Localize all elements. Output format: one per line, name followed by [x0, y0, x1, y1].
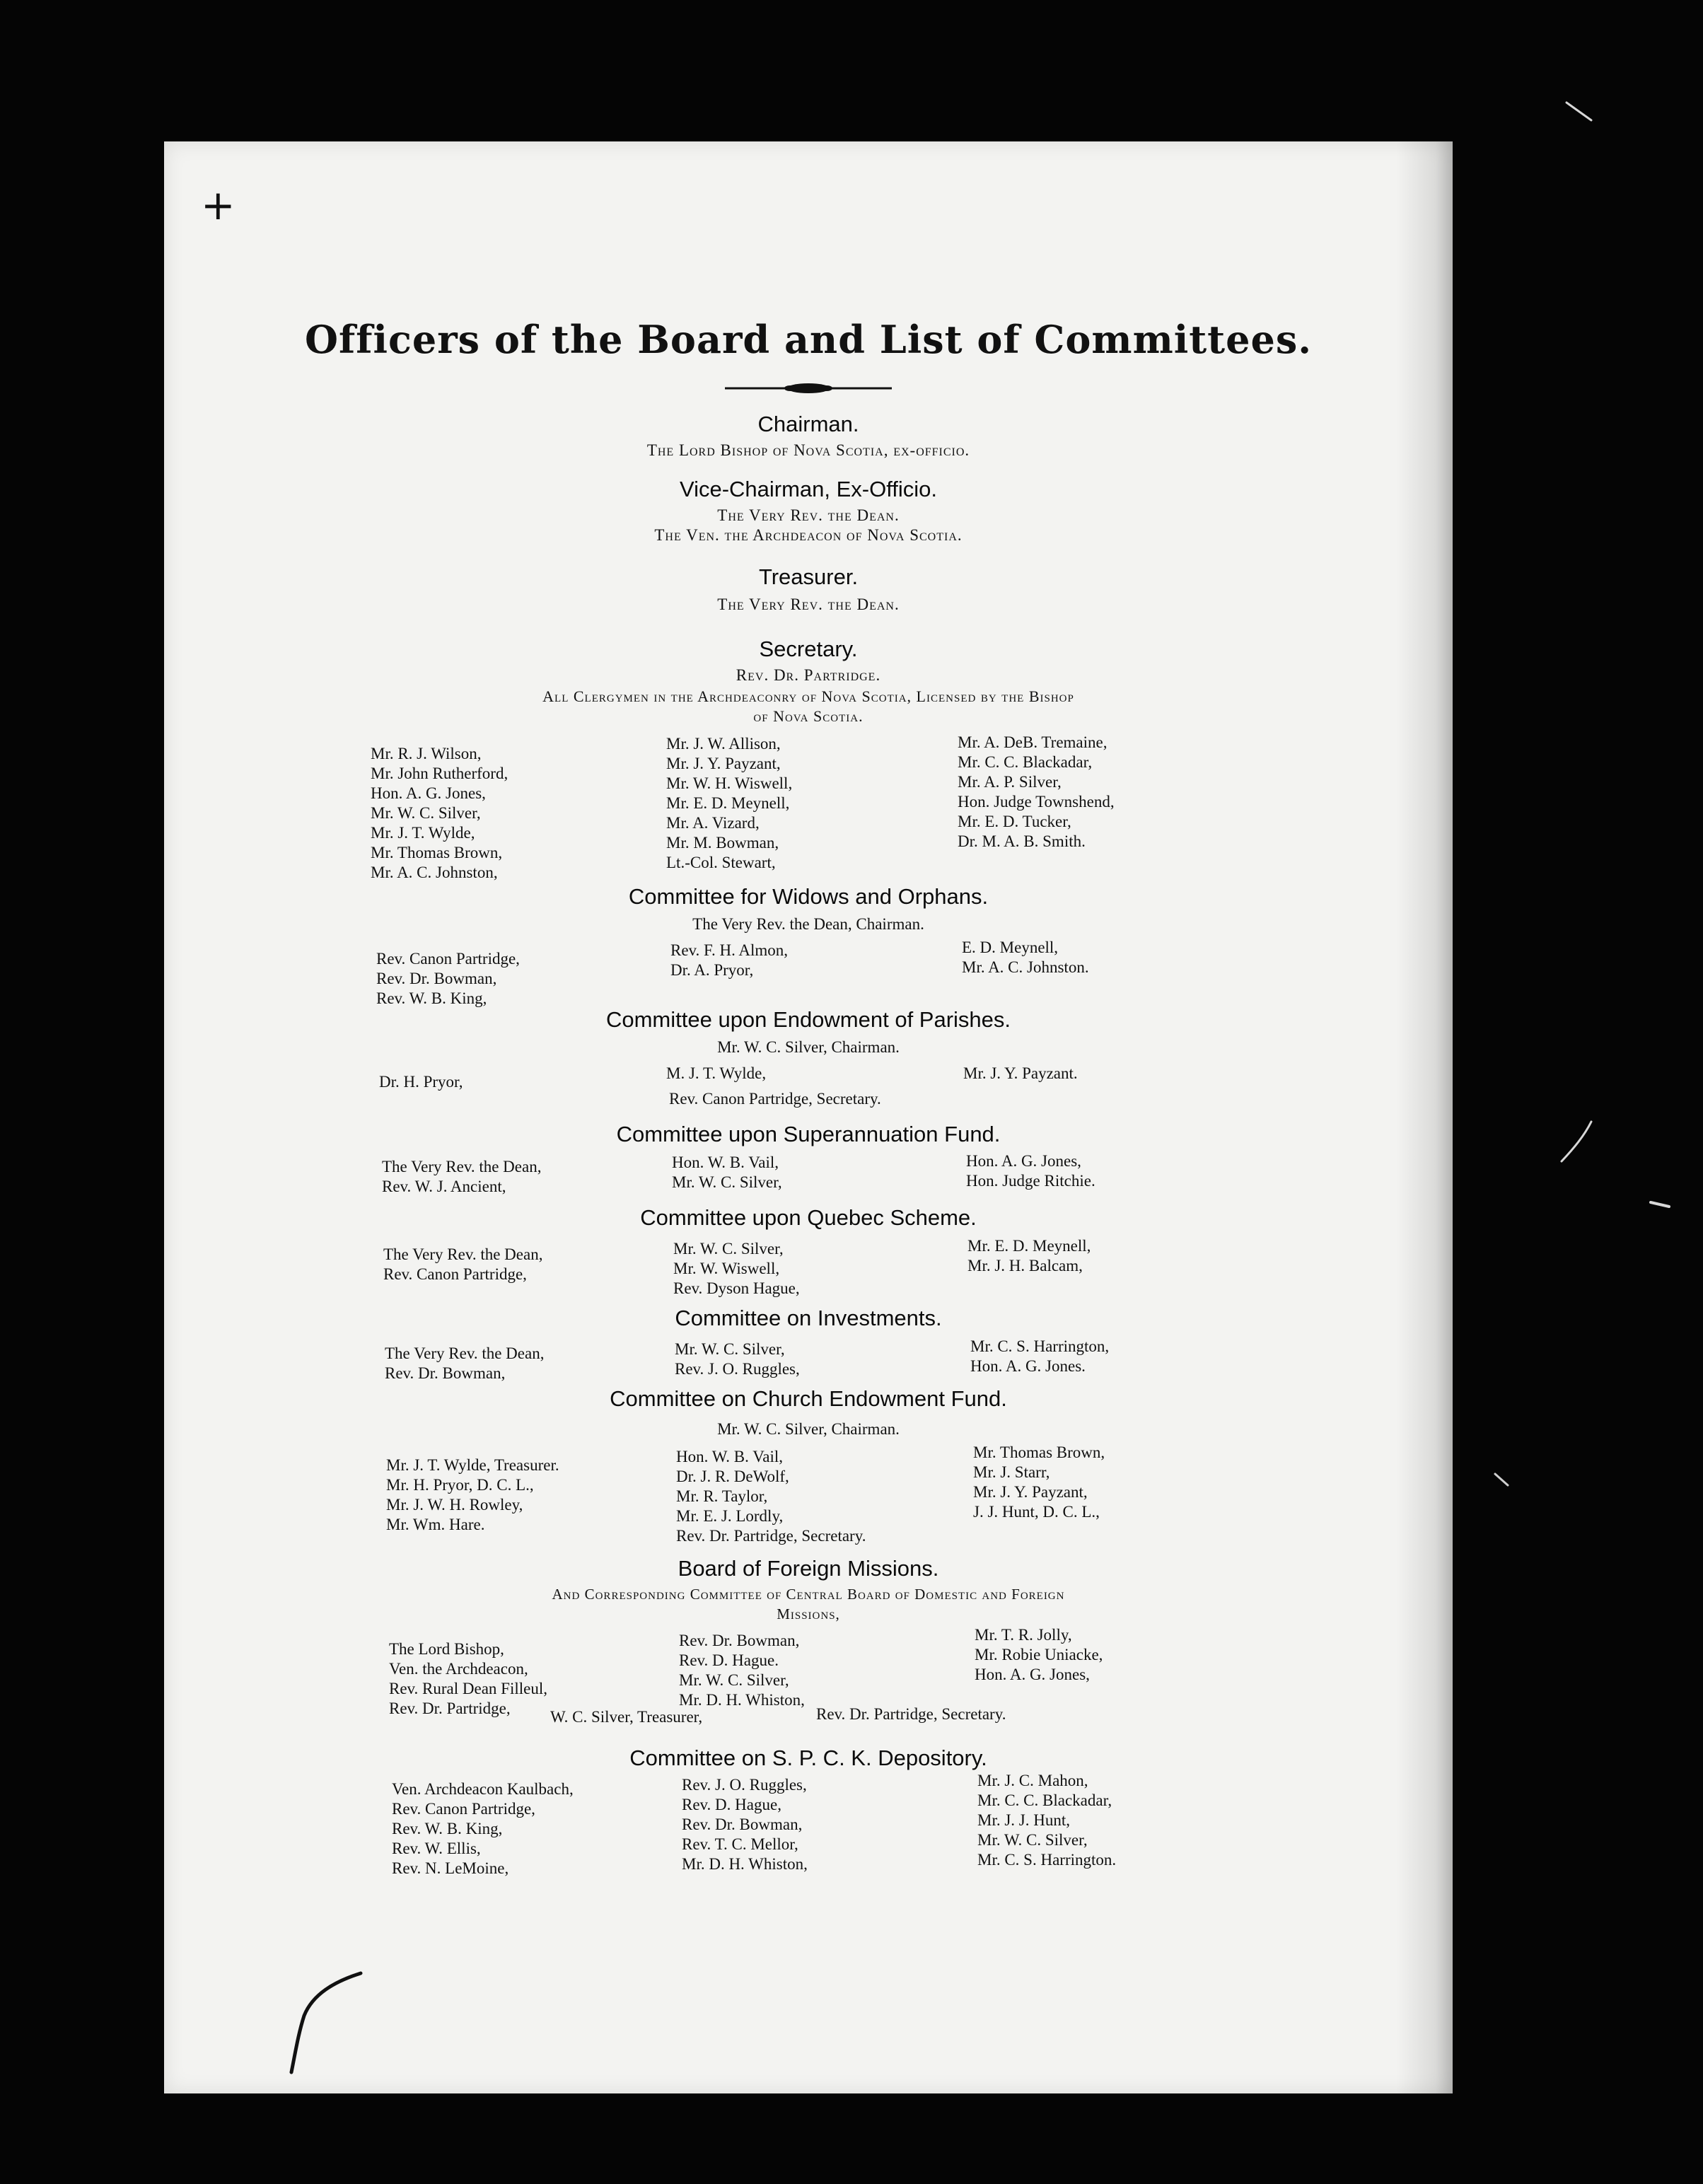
- list-item: Rev. Canon Partridge,: [392, 1800, 535, 1818]
- section-heading-treasurer: Treasurer.: [758, 564, 859, 589]
- list-item: Rev. Dr. Partridge,: [389, 1700, 511, 1717]
- list-item: Hon. A. G. Jones,: [966, 1152, 1081, 1170]
- vice-chairman-line: The Very Rev. the Dean.: [717, 506, 900, 524]
- endowment-parishes-col-2: [666, 1064, 766, 1084]
- list-item: Mr. J. Starr,: [973, 1463, 1050, 1481]
- list-item: Mr. C. C. Blackadar,: [977, 1791, 1112, 1809]
- list-item: Mr. J. H. Balcam,: [967, 1257, 1083, 1274]
- endowment-parishes-chairman-line: Mr. W. C. Silver, Chairman.: [717, 1038, 900, 1056]
- list-item: Mr. J. W. H. Rowley,: [386, 1496, 523, 1514]
- list-item: E. D. Meynell,: [962, 939, 1059, 956]
- list-item: Rev. D. Hague,: [682, 1796, 781, 1813]
- list-item: Ven. the Archdeacon,: [389, 1660, 528, 1678]
- list-item: Rev. W. Ellis,: [392, 1840, 481, 1857]
- list-item: Rev. Dr. Partridge, Secretary.: [676, 1527, 866, 1545]
- foreign-missions-line: Missions,: [777, 1605, 840, 1622]
- list-item: Rev. Canon Partridge,: [383, 1265, 527, 1283]
- list-item: Mr. D. H. Whiston,: [679, 1691, 805, 1709]
- list-item: Mr. J. J. Hunt,: [977, 1811, 1070, 1829]
- list-item: The Very Rev. the Dean,: [383, 1245, 543, 1263]
- list-item: Hon. W. B. Vail,: [676, 1448, 784, 1465]
- superannuation-col-2: [672, 1153, 782, 1192]
- list-item: Hon. A. G. Jones,: [371, 784, 486, 802]
- list-item: Rev. W. B. King,: [376, 989, 487, 1007]
- list-item: Mr. Thomas Brown,: [371, 844, 503, 861]
- section-heading-chairman: Chairman.: [757, 412, 859, 436]
- list-item: Mr. J. Y. Payzant,: [666, 755, 781, 772]
- foreign-missions-col-3: [975, 1625, 1103, 1685]
- list-item: The Very Rev. the Dean,: [385, 1344, 545, 1362]
- section-heading-quebec-scheme: Committee upon Quebec Scheme.: [640, 1205, 977, 1230]
- list-item: Mr. R. Taylor,: [676, 1487, 768, 1505]
- section-heading-investments: Committee on Investments.: [675, 1306, 942, 1330]
- list-item: Rev. W. J. Ancient,: [382, 1178, 506, 1195]
- church-endowment-chairman-line: Mr. W. C. Silver, Chairman.: [717, 1420, 900, 1438]
- list-item: Rev. J. O. Ruggles,: [675, 1360, 800, 1378]
- section-heading-vice-chairman: Vice-Chairman, Ex-Officio.: [679, 477, 938, 501]
- list-item: Dr. H. Pryor,: [379, 1073, 463, 1091]
- church-endowment-col-1: [386, 1456, 559, 1535]
- treasurer-line: The Very Rev. the Dean.: [717, 596, 900, 613]
- section-heading-spck-depository: Committee on S. P. C. K. Depository.: [629, 1746, 987, 1770]
- list-item: Rev. Rural Dean Filleul,: [389, 1680, 547, 1697]
- widows-chairman-line: The Very Rev. the Dean, Chairman.: [692, 915, 924, 933]
- list-item: Rev. F. H. Almon,: [670, 941, 788, 959]
- page-title: Officers of the Board and List of Committees.: [304, 317, 1313, 362]
- vice-chairman-line: The Ven. the Archdeacon of Nova Scotia.: [654, 526, 963, 544]
- church-endowment-col-2: [676, 1447, 866, 1546]
- list-item: Mr. J. W. Allison,: [666, 735, 781, 753]
- list-item: Mr. W. C. Silver,: [675, 1340, 785, 1358]
- list-item: Mr. D. H. Whiston,: [682, 1855, 808, 1873]
- list-item: Mr. H. Pryor, D. C. L.,: [386, 1476, 534, 1494]
- list-item: Mr. E. D. Tucker,: [958, 813, 1071, 830]
- list-item: Rev. W. B. King,: [392, 1820, 503, 1837]
- section-heading-secretary: Secretary.: [759, 637, 858, 661]
- list-item: Mr. C. S. Harrington,: [970, 1337, 1110, 1355]
- list-item: Rev. Canon Partridge,: [376, 950, 520, 968]
- secretary-col-2: [666, 734, 792, 873]
- section-heading-superannuation: Committee upon Superannuation Fund.: [616, 1122, 1001, 1146]
- secretary-line: All Clergymen in the Archdeaconry of Nova Scotia, Licensed by the Bishop: [542, 687, 1074, 705]
- list-item: Rev. Dr. Bowman,: [376, 970, 497, 987]
- widows-col-2: [670, 941, 788, 980]
- quebec-col-1: [383, 1245, 542, 1284]
- list-item: Mr. W. C. Silver,: [672, 1173, 782, 1191]
- investments-col-1: [385, 1344, 544, 1383]
- list-item: Mr. J. T. Wylde, Treasurer.: [386, 1456, 559, 1474]
- list-item: Mr. M. Bowman,: [666, 834, 779, 852]
- superannuation-col-1: [382, 1157, 541, 1197]
- list-item: Mr. J. Y. Payzant.: [963, 1064, 1078, 1082]
- list-item: Mr. A. Vizard,: [666, 814, 760, 832]
- corner-mark: +: [201, 181, 236, 229]
- section-heading-church-endowment: Committee on Church Endowment Fund.: [610, 1386, 1007, 1411]
- quebec-col-2: [673, 1239, 800, 1299]
- list-item: Mr. E. D. Meynell,: [666, 794, 790, 812]
- list-item: Mr. John Rutherford,: [371, 765, 508, 782]
- list-item: M. J. T. Wylde,: [666, 1064, 767, 1082]
- ornament-divider: [725, 379, 892, 397]
- foreign-missions-treasurer-line: W. C. Silver, Treasurer,: [550, 1708, 703, 1726]
- list-item: Mr. W. C. Silver,: [977, 1831, 1088, 1849]
- list-item: Mr. W. H. Wiswell,: [666, 774, 793, 792]
- secretary-line: of Nova Scotia.: [753, 707, 864, 725]
- chairman-line: The Lord Bishop of Nova Scotia, ex-officio.: [646, 441, 970, 459]
- foreign-missions-col-1: [389, 1639, 547, 1719]
- endowment-parishes-secretary-line: Rev. Canon Partridge, Secretary.: [669, 1090, 881, 1108]
- scan-speck: [1563, 99, 1605, 127]
- list-item: Mr. Robie Uniacke,: [975, 1646, 1103, 1663]
- widows-col-3: [962, 938, 1089, 977]
- spck-col-1: [392, 1779, 574, 1878]
- list-item: Mr. R. J. Wilson,: [371, 745, 482, 762]
- list-item: The Very Rev. the Dean,: [382, 1158, 542, 1175]
- list-item: Mr. E. J. Lordly,: [676, 1507, 784, 1525]
- list-item: Hon. Judge Ritchie.: [966, 1172, 1095, 1190]
- foreign-missions-line: And Corresponding Committee of Central Board of Domestic and Foreign: [552, 1586, 1065, 1603]
- investments-col-3: [970, 1337, 1109, 1376]
- widows-col-1: [376, 949, 520, 1009]
- section-heading-foreign-missions: Board of Foreign Missions.: [678, 1556, 939, 1581]
- section-heading-widows-orphans: Committee for Widows and Orphans.: [628, 884, 989, 909]
- section-heading-endowment-parishes: Committee upon Endowment of Parishes.: [605, 1007, 1011, 1032]
- secretary-line: Rev. Dr. Partridge.: [736, 666, 881, 684]
- list-item: Mr. C. S. Harrington.: [977, 1851, 1117, 1869]
- list-item: Mr. W. Wiswell,: [673, 1260, 780, 1277]
- list-item: Dr. J. R. DeWolf,: [676, 1468, 789, 1485]
- spck-col-2: [682, 1775, 808, 1874]
- foreign-missions-col-2: [679, 1631, 805, 1710]
- list-item: Mr. Wm. Hare.: [386, 1516, 485, 1533]
- list-item: Rev. N. LeMoine,: [392, 1859, 509, 1877]
- list-item: Mr. W. C. Silver,: [673, 1240, 784, 1257]
- list-item: Mr. A. C. Johnston,: [371, 864, 498, 881]
- investments-col-2: [675, 1340, 800, 1379]
- list-item: Mr. Thomas Brown,: [973, 1444, 1105, 1461]
- church-endowment-col-3: [973, 1443, 1105, 1522]
- pen-stroke-mark: [270, 1966, 369, 2079]
- scan-speck: [1648, 1195, 1676, 1216]
- foreign-missions-secretary-line: Rev. Dr. Partridge, Secretary.: [816, 1705, 1006, 1723]
- list-item: Mr. A. P. Silver,: [958, 773, 1062, 791]
- list-item: Hon. Judge Townshend,: [958, 793, 1115, 811]
- list-item: Mr. W. C. Silver,: [679, 1671, 789, 1689]
- list-item: Lt.-Col. Stewart,: [666, 854, 776, 871]
- list-item: Rev. D. Hague.: [679, 1651, 779, 1669]
- superannuation-col-3: [966, 1151, 1095, 1191]
- list-item: Rev. Dr. Bowman,: [682, 1816, 803, 1833]
- secretary-col-1: [371, 744, 508, 883]
- list-item: Dr. A. Pryor,: [670, 961, 754, 979]
- spck-col-3: [977, 1771, 1116, 1870]
- list-item: Rev. Dr. Bowman,: [385, 1364, 506, 1382]
- list-item: Rev. Dyson Hague,: [673, 1279, 800, 1297]
- list-item: Mr. J. T. Wylde,: [371, 824, 475, 842]
- list-item: Hon. A. G. Jones,: [975, 1666, 1090, 1683]
- list-item: Mr. W. C. Silver,: [371, 804, 481, 822]
- list-item: Rev. Dr. Bowman,: [679, 1632, 800, 1649]
- list-item: Mr. J. Y. Payzant,: [973, 1483, 1088, 1501]
- secretary-col-3: [958, 733, 1115, 852]
- list-item: Ven. Archdeacon Kaulbach,: [392, 1780, 574, 1798]
- endowment-parishes-col-1: [379, 1072, 463, 1092]
- list-item: Mr. T. R. Jolly,: [975, 1626, 1072, 1644]
- quebec-col-3: [967, 1236, 1091, 1276]
- list-item: Mr. A. C. Johnston.: [962, 958, 1089, 976]
- scan-speck: [1492, 1471, 1513, 1492]
- list-item: Mr. E. D. Meynell,: [967, 1237, 1091, 1255]
- list-item: Dr. M. A. B. Smith.: [958, 832, 1086, 850]
- list-item: The Lord Bishop,: [389, 1640, 504, 1658]
- list-item: Hon. A. G. Jones.: [970, 1357, 1086, 1375]
- list-item: Rev. T. C. Mellor,: [682, 1835, 798, 1853]
- list-item: Rev. J. O. Ruggles,: [682, 1776, 807, 1794]
- scan-speck: [1556, 1117, 1598, 1167]
- list-item: J. J. Hunt, D. C. L.,: [973, 1503, 1100, 1521]
- list-item: Mr. J. C. Mahon,: [977, 1772, 1088, 1789]
- list-item: Hon. W. B. Vail,: [672, 1154, 779, 1171]
- endowment-parishes-col-3: [963, 1064, 1078, 1084]
- list-item: Mr. A. DeB. Tremaine,: [958, 733, 1108, 751]
- document-page: [164, 141, 1453, 2093]
- list-item: Mr. C. C. Blackadar,: [958, 753, 1093, 771]
